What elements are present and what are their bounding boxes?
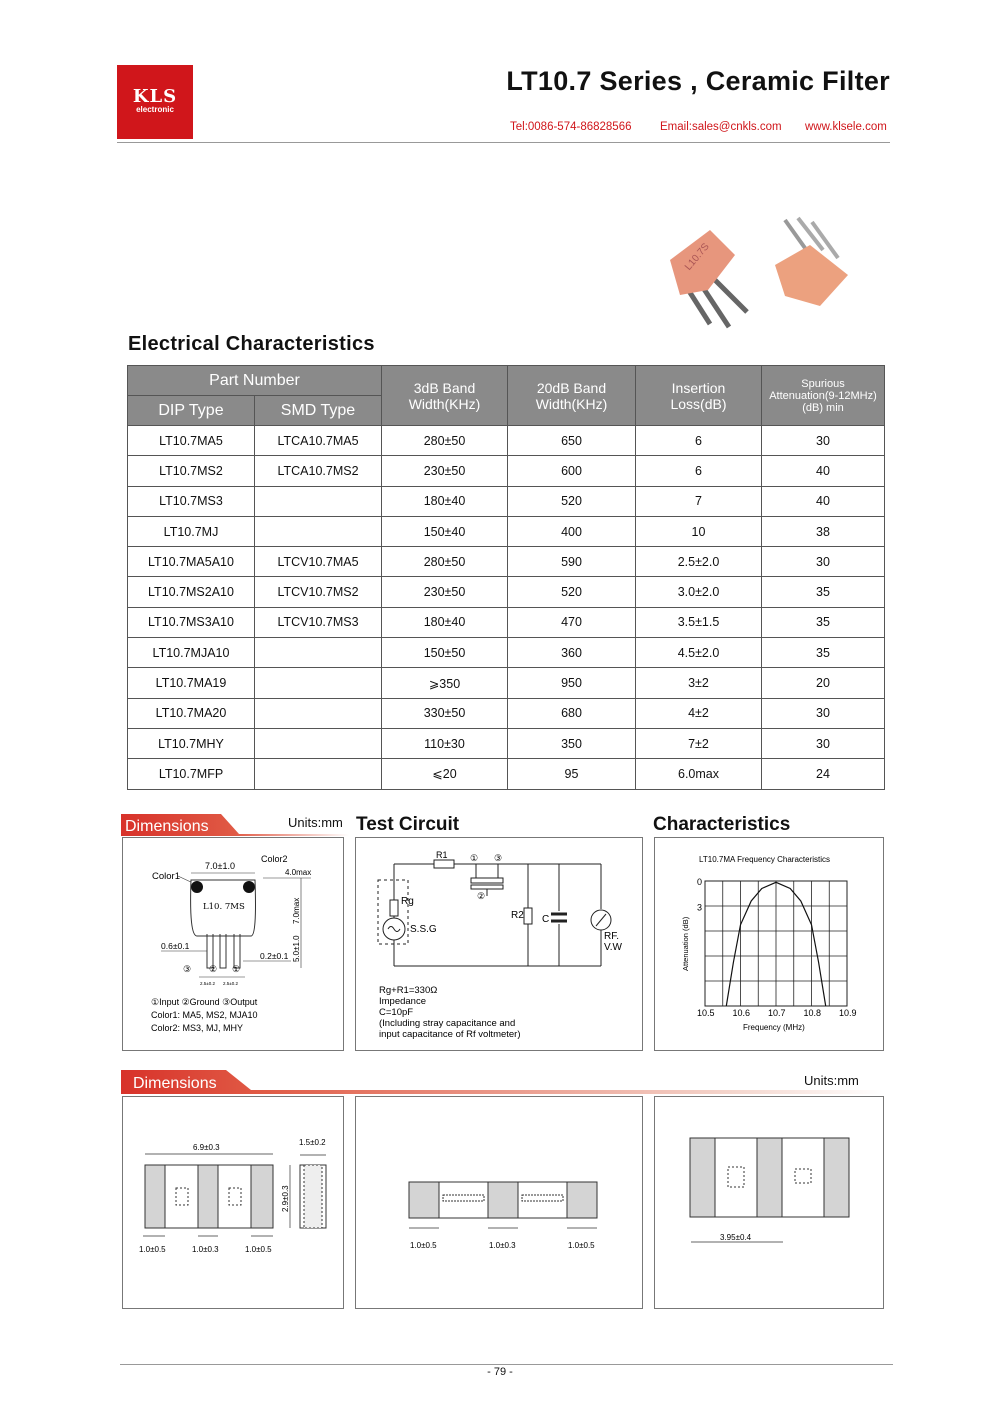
dim-pad1: 1.0±0.5 [139, 1245, 166, 1254]
pin3-mark: ③ [494, 853, 503, 863]
color1-dot [191, 881, 203, 893]
dim-height: 7.0max [292, 897, 301, 924]
cell-loss: 3±2 [636, 668, 762, 698]
note-2: Impedance [379, 996, 427, 1007]
cell-smd: LTCA10.7MS2 [255, 456, 382, 486]
x-tick-label: 10.6 [732, 1008, 751, 1018]
y-tick-label: 3 [697, 902, 703, 913]
dim-height2: 2.9±0.3 [281, 1185, 290, 1212]
chart-title: LT10.7MA Frequency Characteristics [699, 855, 831, 864]
cell-smd [255, 516, 382, 546]
cell-spur: 40 [762, 456, 885, 486]
chart-ylabel: Attenuation (dB) [681, 916, 690, 971]
dimensions-units: Units:mm [288, 815, 343, 830]
cell-spur: 40 [762, 486, 885, 516]
dim-pad3: 1.0±0.5 [245, 1245, 272, 1254]
cell-dip: LT10.7MS3 [128, 486, 255, 516]
body-marking: L10. 7MS [203, 902, 245, 912]
product-photo [660, 210, 860, 340]
dim-pin-width: 0.6±0.1 [161, 941, 190, 951]
x-tick-label: 10.5 [697, 1008, 715, 1018]
dimensions2-banner [121, 1070, 883, 1094]
cell-dip: LT10.7MJA10 [128, 638, 255, 668]
cell-bw20: 520 [508, 486, 636, 516]
smd-footprint [655, 1097, 883, 1308]
table-row [128, 759, 885, 789]
cell-bw20: 680 [508, 698, 636, 728]
cell-spur: 35 [762, 577, 885, 607]
header-dip: DIP Type [128, 396, 255, 426]
chart-xlabel: Frequency (MHz) [743, 1023, 805, 1032]
cell-bw3: 150±50 [382, 638, 508, 668]
cell-dip: LT10.7MA19 [128, 668, 255, 698]
cell-loss: 6 [636, 456, 762, 486]
table-row [128, 698, 885, 728]
dim-span: 3.95±0.4 [720, 1233, 752, 1242]
cell-spur: 30 [762, 728, 885, 758]
cell-dip: LT10.7MA5A10 [128, 547, 255, 577]
cell-bw20: 360 [508, 638, 636, 668]
cell-dip: LT10.7MJ [128, 516, 255, 546]
x-tick-label: 10.8 [803, 1008, 822, 1018]
dim-thickness: 1.5±0.2 [299, 1138, 326, 1147]
dim-length: 6.9±0.3 [193, 1143, 220, 1152]
dimensions2-title: Dimensions [133, 1075, 217, 1092]
cell-loss: 6.0max [636, 759, 762, 789]
cell-bw3: 150±40 [382, 516, 508, 546]
cell-bw20: 400 [508, 516, 636, 546]
cell-dip: LT10.7MS2A10 [128, 577, 255, 607]
dimensions-title: Dimensions [125, 818, 209, 835]
note-4: (Including stray capacitance and [379, 1018, 516, 1029]
cell-loss: 4.5±2.0 [636, 638, 762, 668]
pin-legend: ①Input ②Ground ③Output [151, 997, 258, 1007]
logo-text: KLS [132, 86, 178, 107]
color1-label: Color1 [152, 871, 180, 882]
cell-bw20: 95 [508, 759, 636, 789]
header-3db: 3dB Band Width(KHz) [382, 366, 508, 426]
electrical-title: Electrical Characteristics [128, 333, 375, 355]
frequency-chart [655, 838, 883, 1050]
test-circuit-diagram [356, 838, 642, 1050]
dim-pitch2: 2.5±0.2 [223, 981, 238, 986]
cell-bw20: 590 [508, 547, 636, 577]
vw-label: V.W [604, 942, 622, 953]
table-row [128, 516, 885, 546]
table-row [128, 547, 885, 577]
pin2-mark: ② [477, 891, 486, 901]
contact-tel: Tel:0086-574-86828566 [510, 121, 632, 133]
header-divider [117, 142, 890, 143]
table-row [128, 486, 885, 516]
cell-spur: 20 [762, 668, 885, 698]
rg-label: Rg [401, 896, 414, 907]
cell-dip: LT10.7MS2 [128, 456, 255, 486]
cell-smd [255, 728, 382, 758]
cell-spur: 35 [762, 607, 885, 637]
cell-loss: 7 [636, 486, 762, 516]
cell-loss: 10 [636, 516, 762, 546]
cell-bw3: 330±50 [382, 698, 508, 728]
dip-drawing [123, 838, 343, 1050]
cell-bw3: 180±40 [382, 607, 508, 637]
header-smd: SMD Type [255, 396, 382, 426]
color2-note: Color2: MS3, MJ, MHY [151, 1023, 244, 1033]
cell-spur: 24 [762, 759, 885, 789]
cell-dip: LT10.7MA20 [128, 698, 255, 728]
chart-grid [705, 881, 847, 1006]
cell-bw20: 650 [508, 426, 636, 456]
cell-spur: 35 [762, 638, 885, 668]
dim-pad2: 1.0±0.3 [192, 1245, 219, 1254]
logo-subtext: electronic [136, 105, 174, 114]
table-row [128, 638, 885, 668]
page-title: LT10.7 Series , Ceramic Filter [506, 66, 890, 96]
dim-side3: 1.0±0.5 [568, 1241, 595, 1250]
pin1-label: ① [232, 964, 241, 974]
pin3-label: ③ [183, 964, 192, 974]
cell-bw3: 280±50 [382, 547, 508, 577]
dim-pitch1: 2.5±0.2 [200, 981, 215, 986]
cell-smd: LTCA10.7MA5 [255, 426, 382, 456]
dim-side1: 1.0±0.5 [410, 1241, 437, 1250]
footer-divider [120, 1364, 893, 1365]
cell-dip: LT10.7MS3A10 [128, 607, 255, 637]
cell-bw20: 350 [508, 728, 636, 758]
cell-bw3: 180±40 [382, 486, 508, 516]
smd-footprint-box [654, 1096, 884, 1309]
photo-filter-front [670, 230, 735, 295]
cell-spur: 38 [762, 516, 885, 546]
cell-smd [255, 668, 382, 698]
cell-bw3: 280±50 [382, 426, 508, 456]
chart-ticks [697, 877, 857, 1018]
dim-side2: 1.0±0.3 [489, 1241, 516, 1250]
dimensions2-units: Units:mm [804, 1073, 859, 1088]
y-tick-label: 0 [697, 877, 703, 887]
header-spurious: Spurious Attenuation(9-12MHz) (dB) min [762, 366, 885, 426]
cell-bw20: 950 [508, 668, 636, 698]
cell-smd [255, 759, 382, 789]
c-label: C [542, 914, 550, 925]
note-3: C=10pF [379, 1007, 414, 1018]
r2-label: R2 [511, 910, 524, 921]
pin2-label: ② [209, 964, 218, 974]
cell-loss: 6 [636, 426, 762, 456]
cell-dip: LT10.7MA5 [128, 426, 255, 456]
characteristics-title: Characteristics [653, 814, 791, 835]
cell-bw20: 470 [508, 607, 636, 637]
dim-width: 7.0±1.0 [205, 861, 235, 871]
r1-label: R1 [436, 850, 448, 860]
header-20db: 20dB Band Width(KHz) [508, 366, 636, 426]
photo-marking: L10.7S [682, 241, 712, 273]
cell-dip: LT10.7MFP [128, 759, 255, 789]
note-1: Rg+R1=330Ω [379, 985, 438, 996]
x-tick-label: 10.7 [768, 1008, 786, 1018]
header-part-number: Part Number [128, 366, 382, 396]
cell-bw3: 230±50 [382, 456, 508, 486]
page-number: - 79 - [487, 1366, 513, 1378]
smd-side-view-box [355, 1096, 643, 1309]
color1-note: Color1: MA5, MS2, MJA10 [151, 1010, 258, 1020]
cell-loss: 2.5±2.0 [636, 547, 762, 577]
dim-lead: 5.0±1.0 [292, 935, 301, 962]
smd-top-view [123, 1097, 343, 1308]
cell-loss: 4±2 [636, 698, 762, 728]
test-circuit-box [355, 837, 643, 1051]
table-row [128, 668, 885, 698]
dip-leads [207, 934, 240, 968]
cell-smd [255, 638, 382, 668]
contact-email[interactable]: Email:sales@cnkls.com [660, 121, 782, 133]
table-row [128, 426, 885, 456]
electrical-table [127, 365, 885, 790]
cell-spur: 30 [762, 698, 885, 728]
table-row [128, 728, 885, 758]
color2-label: Color2 [261, 854, 288, 864]
kls-logo [117, 65, 193, 139]
cell-spur: 30 [762, 426, 885, 456]
ssg-label: S.S.G [410, 924, 437, 935]
note-5: input capacitance of Rf voltmeter) [379, 1029, 521, 1040]
cell-smd [255, 698, 382, 728]
dim-thick: 4.0max [285, 868, 312, 877]
dimensions-box [122, 837, 344, 1051]
header-insertion-loss: Insertion Loss(dB) [636, 366, 762, 426]
cell-smd: LTCV10.7MS3 [255, 607, 382, 637]
contact-web[interactable]: www.klsele.com [805, 121, 887, 133]
cell-bw3: ⩾350 [382, 668, 508, 698]
test-circuit-title: Test Circuit [356, 814, 460, 835]
cell-bw3: ⩽20 [382, 759, 508, 789]
rf-label: RF. [604, 931, 619, 942]
cell-smd: LTCV10.7MA5 [255, 547, 382, 577]
cell-bw3: 110±30 [382, 728, 508, 758]
table-row [128, 577, 885, 607]
cell-bw20: 520 [508, 577, 636, 607]
cell-smd: LTCV10.7MS2 [255, 577, 382, 607]
cell-loss: 7±2 [636, 728, 762, 758]
x-tick-label: 10.9 [839, 1008, 857, 1018]
cell-spur: 30 [762, 547, 885, 577]
cell-dip: LT10.7MHY [128, 728, 255, 758]
smd-side-view [356, 1097, 642, 1308]
dim-pin-thick: 0.2±0.1 [260, 951, 289, 961]
cell-bw3: 230±50 [382, 577, 508, 607]
cell-loss: 3.5±1.5 [636, 607, 762, 637]
cell-loss: 3.0±2.0 [636, 577, 762, 607]
cell-bw20: 600 [508, 456, 636, 486]
smd-top-view-box [122, 1096, 344, 1309]
table-row [128, 456, 885, 486]
color2-dot [243, 881, 255, 893]
cell-smd [255, 486, 382, 516]
pin1-mark: ① [470, 853, 479, 863]
characteristics-box [654, 837, 884, 1051]
table-row [128, 607, 885, 637]
